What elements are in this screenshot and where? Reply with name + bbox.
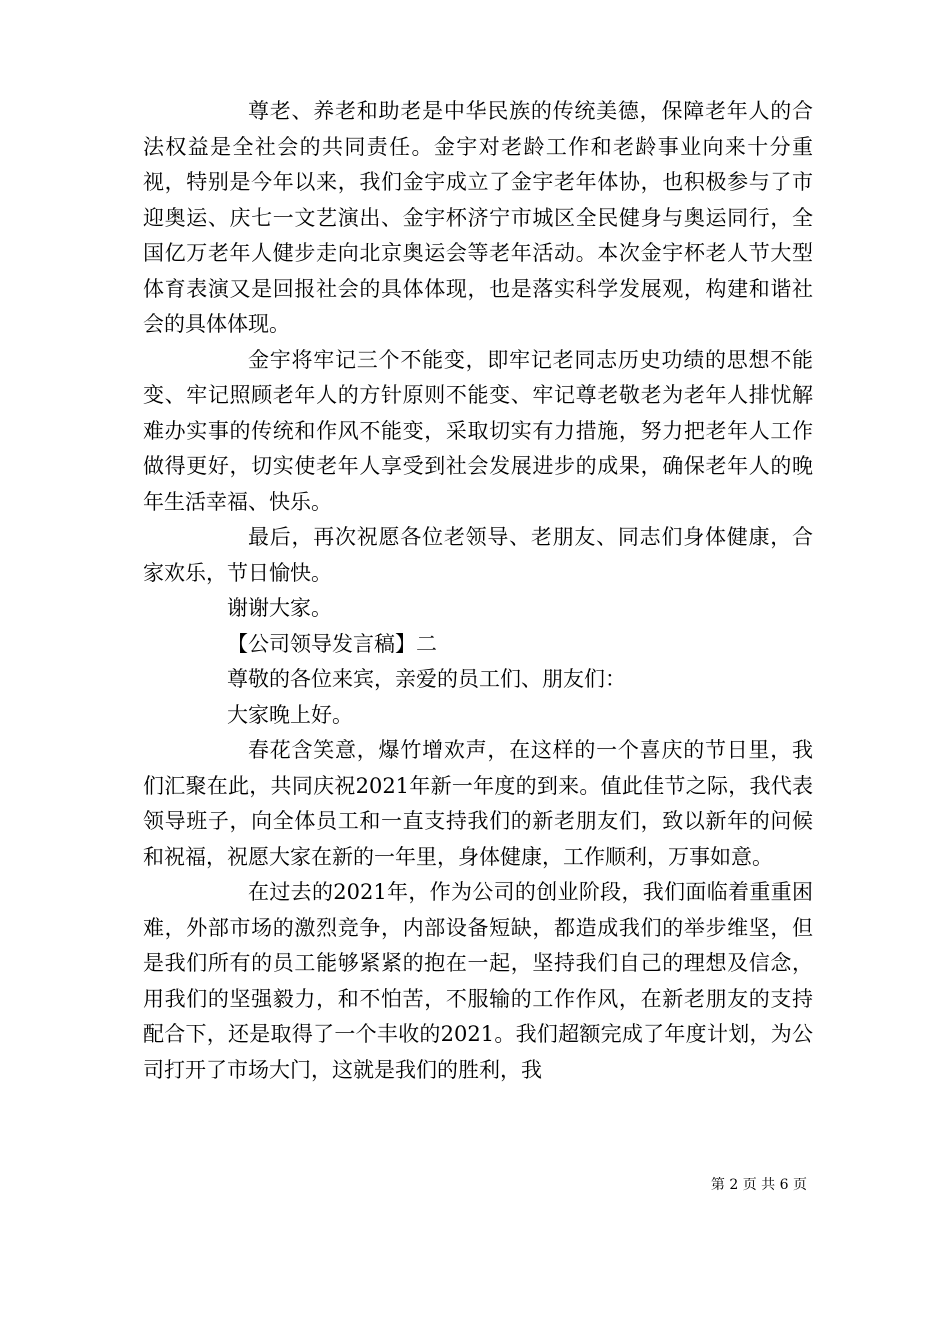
paragraph-closing-wishes: 最后，再次祝愿各位老领导、老朋友、同志们身体健康，合家欢乐，节日愉快。 xyxy=(143,525,813,585)
paragraph-respect-elders: 尊老、养老和助老是中华民族的传统美德，保障老年人的合法权益是全社会的共同责任。金宇对老龄工作和老龄事业向来十分重视，特别是今年以来，我们金宇成立了金宇老年体协，也积极参与了市迎奥运、庆七一文艺演出、金宇杯济宁市城区全民健身与奥运同行，全国亿万老年人健步走向北京奥运会等老年活动。本次金宇杯老人节大型体育表演又是回报社会的具体体现，也是落实科学发展观，构建和谐社会的具体体现。 xyxy=(143,99,813,336)
paragraph-new-year: 春花含笑意，爆竹增欢声，在这样的一个喜庆的节日里，我们汇聚在此，共同庆祝2021年新一年度的到来。值此佳节之际，我代表领导班子，向全体员工和一直支持我们的新老朋友们，致以新年的问候和祝福，祝愿大家在新的一年里，身体健康，工作顺利，万事如意。 xyxy=(143,738,813,869)
section-heading: 【公司领导发言稿】二 xyxy=(227,631,437,656)
greeting: 大家晚上好。 xyxy=(227,702,353,727)
paragraph-three-unchanging: 金宇将牢记三个不能变，即牢记老同志历史功绩的思想不能变、牢记照顾老年人的方针原则不能变、牢记尊老敬老为老年人排忧解难办实事的传统和作风不能变，采取切实有力措施，努力把老年人工作做得更好，切实使老年人享受到社会发展进步的成果，确保老年人的晚年生活幸福、快乐。 xyxy=(143,347,813,514)
paragraph-thanks: 谢谢大家。 xyxy=(227,596,332,620)
page-number-footer: 第 2 页 共 6 页 xyxy=(710,1177,807,1193)
paragraph-past-year: 在过去的2021年，作为公司的创业阶段，我们面临着重重困难，外部市场的激烈竞争，内部设备短缺，都造成我们的举步维坚，但是我们所有的员工能够紧紧的抱在一起，坚持我们自己的理想及信念，用我们的坚强毅力，和不怕苦，不服输的工作作风，在新老朋友的支持配合下，还是取得了一个丰收的2021。我们超额完成了年度计划，为公司打开了市场大门，这就是我们的胜利，我 xyxy=(143,880,813,1082)
document-body xyxy=(143,94,813,1088)
salutation: 尊敬的各位来宾，亲爱的员工们、朋友们： xyxy=(227,667,626,691)
